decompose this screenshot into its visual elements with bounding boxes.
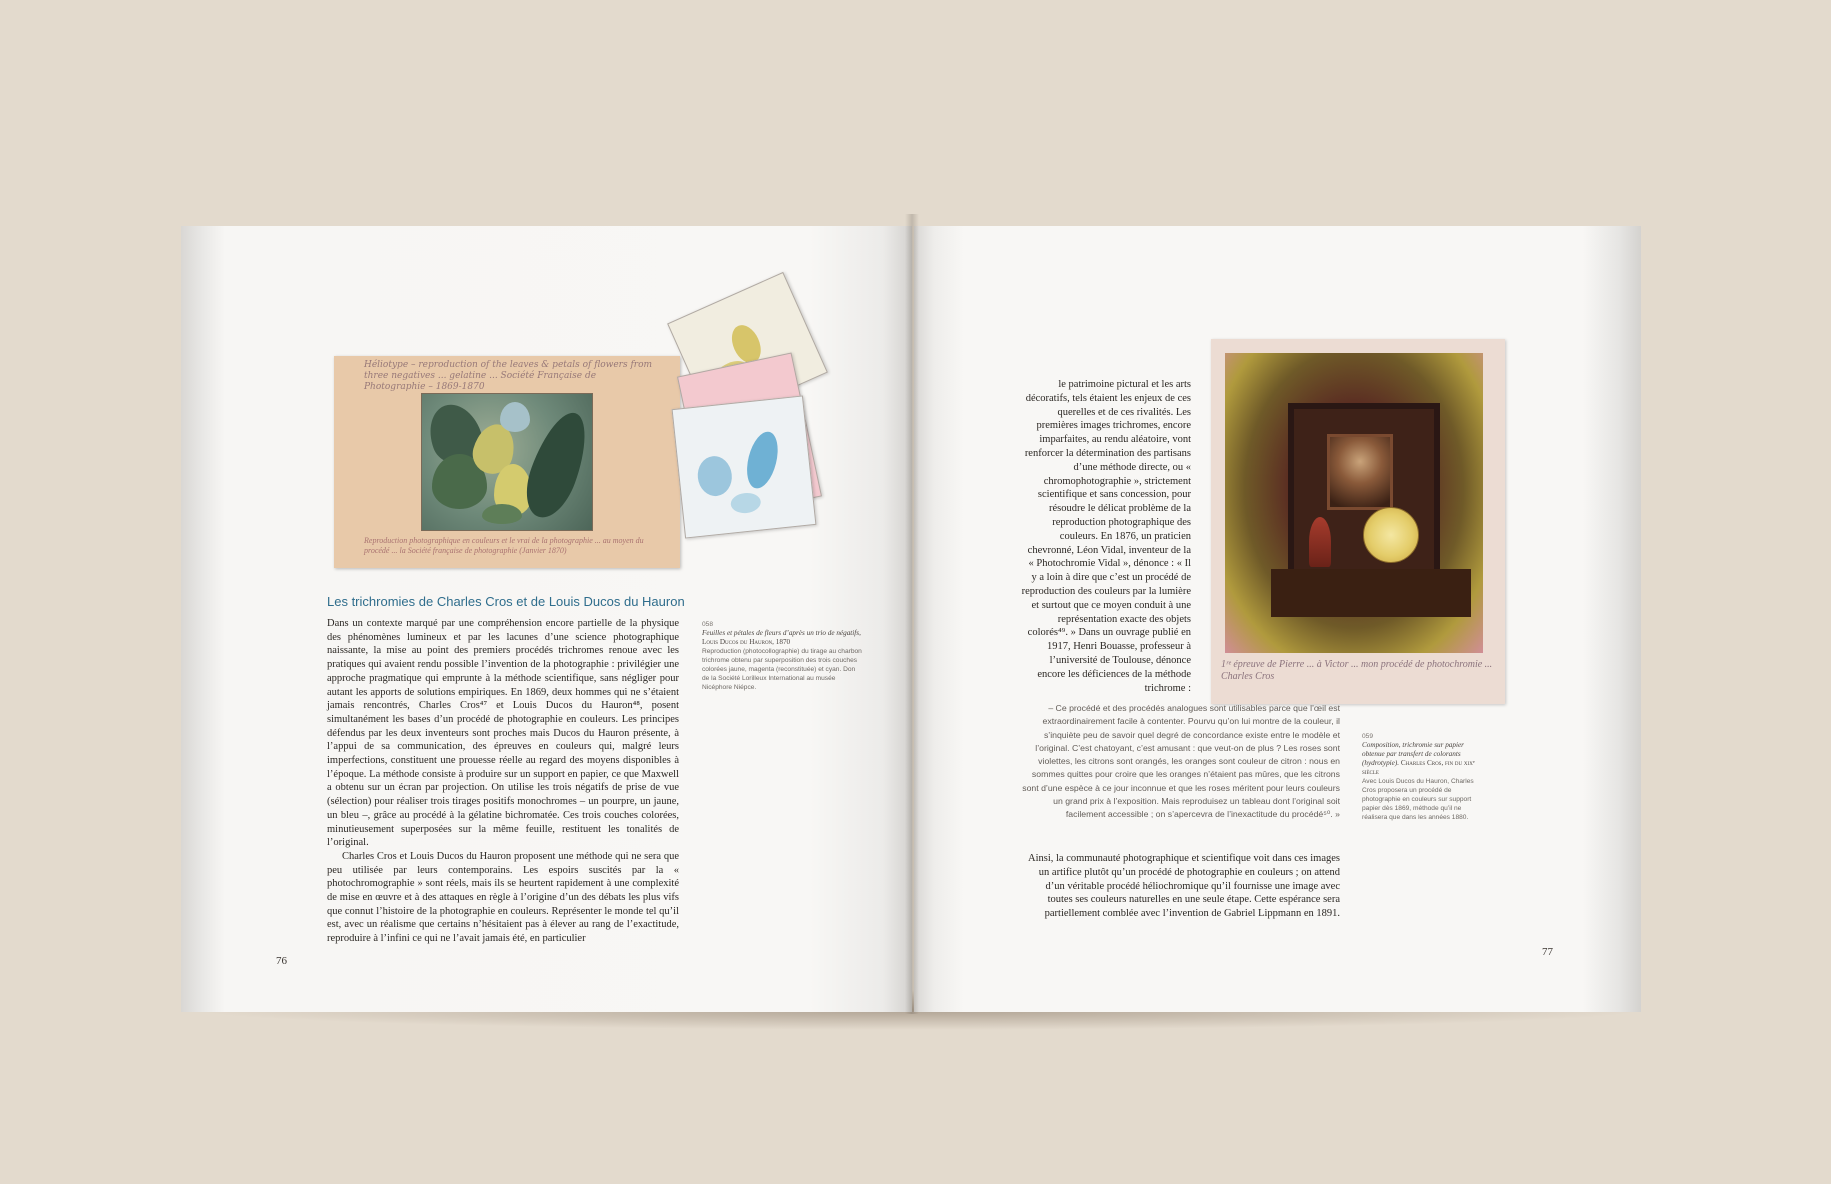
figure-059-title: Composition, trichromie sur papier obtenue par transfert de colorants (hydrotypie). [1362, 741, 1464, 767]
bouasse-quote: – Ce procédé et des procédés analogues sont utilisables parce que l’œil est extraordinairement facile à contenter. Pourvu qu’on lui montre de la couleur, il s’inquiète peu de savoir quel degré de concordance existe entre le modèle et l’original. C’est chatoyant, c’est amusant : que veut-on de plus ? Les roses sont violettes, les citrons sont orangés, les oranges sont couleur de citron : nous en sommes quittes pour croire que les oranges n’étaient pas mûres, que les citrons sont d’une espèce à ce jour inconnue et que les roses méritent pour leurs couleurs un grand prix à l’exposition. Mais reproduisez un tableau dont l’original soit facilement accessible ; on s’apercevra de l’inexactitude du procédé⁵⁰. » [1022, 703, 1340, 820]
photo-portrait [1327, 434, 1393, 510]
photo-inscription: 1ʳᵉ épreuve de Pierre ... à Victor ... mon procédé de photochromie ... Charles Cros [1221, 659, 1493, 682]
left-body-text [327, 617, 679, 946]
book-gutter [905, 214, 919, 1014]
page-number-right: 77 [1542, 946, 1553, 958]
page-number-left: 76 [276, 955, 287, 967]
left-paragraph-2: Charles Cros et Louis Ducos du Hauron proposent une méthode qui ne sera que peu utilisée par leurs contemporains. Les espoirs suscités par la « photochromographie » sont réels, mais ils se heurtent rapidement à une complexité de mise en œuvre et à des attaques en règle à l’origine d’un des débats les plus vifs que connut l’histoire de la photographie en couleurs. Représenter le monde tel qu’il est, avec un réalisme que certains n’hésitaient pas à élever au rang de l’exactitude, reproduire à l’infini ce qui ne l’avait jamais été, en particulier [327, 850, 679, 945]
negative-card-cyan [672, 395, 817, 538]
photo-wine-glass [1309, 517, 1331, 567]
figure-059-credit: Charles Cros, fin du xixᵉ siècle [1362, 759, 1475, 776]
figure-058-number: 058 [702, 621, 714, 628]
section-heading: Les trichromies de Charles Cros et de Louis Ducos du Hauron [327, 594, 685, 609]
figure-058-title: Feuilles et pétales de fleurs d’après un trio de négatifs, [702, 629, 861, 637]
figure-059-caption [1362, 732, 1484, 822]
herbier-leaf-plate [421, 393, 593, 531]
right-column-text: le patrimoine pictural et les arts décoratifs, tels étaient les enjeux de ces querelles et de ces rivalités. Les premières images trichromes, encore imparfaites, au rendu aléatoire, vont renforcer la détermination des partisans d’une méthode directe, ou « chromophotographie », strictement scientifique et sans concession, pour résoudre le délicat problème de la reproduction photographique des couleurs. En 1876, un praticien chevronné, Léon Vidal, inventeur de la « Photochromie Vidal », dénonce : « Il y a loin à dire que c’est un procédé de reproduction des couleurs par la lumière et surtout que ce moyen conduit à une représentation exacte des objets colorés⁴⁹. » Dans un ouvrage publié en 1917, Henri Bouasse, professeur à l’université de Toulouse, dénonce encore les déficiences de la méthode trichrome : [1021, 379, 1191, 694]
right-closing-paragraph: Ainsi, la communauté photographique et scientifique voit dans ces images un artifice plutôt qu’un procédé de photographie en couleurs ; on attend d’un véritable procédé héliochromique qu’il fournisse une image avec toutes ses couleurs naturelles en une seule étape. Cette espérance sera partiellement comblée avec l’invention de Gabriel Lippmann en 1891. [1027, 853, 1340, 920]
figure-059-text: Avec Louis Ducos du Hauron, Charles Cros proposera un procédé de photographie en couleurs sur support papier dès 1869, méthode qu’il ne réalisera que dans les années 1880. [1362, 778, 1474, 821]
figure-058-herbier [334, 356, 680, 568]
figure-058-caption [702, 620, 862, 692]
herbier-handwriting-bottom: Reproduction photographique en couleurs et le vrai de la photographie ... au moyen du procédé ... la Société française de photographie (Janvier 1870) [364, 536, 644, 555]
figure-059-number: 059 [1362, 733, 1374, 740]
figure-058-credit: Louis Ducos du Hauron, 1870 [702, 638, 791, 646]
left-paragraph-1: Dans un contexte marqué par une compréhension encore partielle de la physique des phénomènes lumineux et par les lacunes d’une science photographique naissante, la mise au point des premiers procédés trichromes renoue avec les pratiques qui avaient rendu possible l’invention de la photographie : privilégier une approche pragmatique qui emprunte à la méthode scientifique, sans négliger pour autant les apports de solutions empiriques. En 1869, deux hommes qui ne s’étaient jamais rencontrés, Charles Cros⁴⁷ et Louis Ducos du Hauron⁴⁸, posent simultanément les bases d’un procédé de photographie en couleurs. Les principes défendus par les deux inventeurs sont proches mais Ducos du Hauron présente, à l’appui de sa communication, des épreuves en couleurs qui, malgré leurs imperfections, constituent une prouesse réelle au regard des moyens disponibles à l’époque. La méthode consiste à produire sur un support en papier, ce que Maxwell a obtenu sur un écran par projection. On utilise les trois négatifs de prise de vue (sélection) pour réaliser trois tirages positifs monochromes – un pourpre, un jaune, un bleu –, grâce au procédé à la gélatine bichromatée. Ces trois couches colorées, minutieusement superposées sur la même feuille, restituent les tonalités de l’original. [327, 618, 679, 849]
herbier-handwriting-top: Héliotype – reproduction of the leaves & petals of flowers from three negatives ... gelatine ... Société Française de Photographie – 1869-1870 [364, 360, 653, 392]
figure-058-text: Reproduction (photocollographie) du tirage au charbon trichrome obtenu par superposition des trois couches colorées jaune, magenta (reconstituée) et cyan. Don de la Société Lorilleux International au musée Nicéphore Niépce. [702, 648, 862, 691]
photo-plate [1363, 507, 1419, 563]
photo-table [1271, 569, 1471, 617]
figure-059-photo [1211, 339, 1505, 704]
